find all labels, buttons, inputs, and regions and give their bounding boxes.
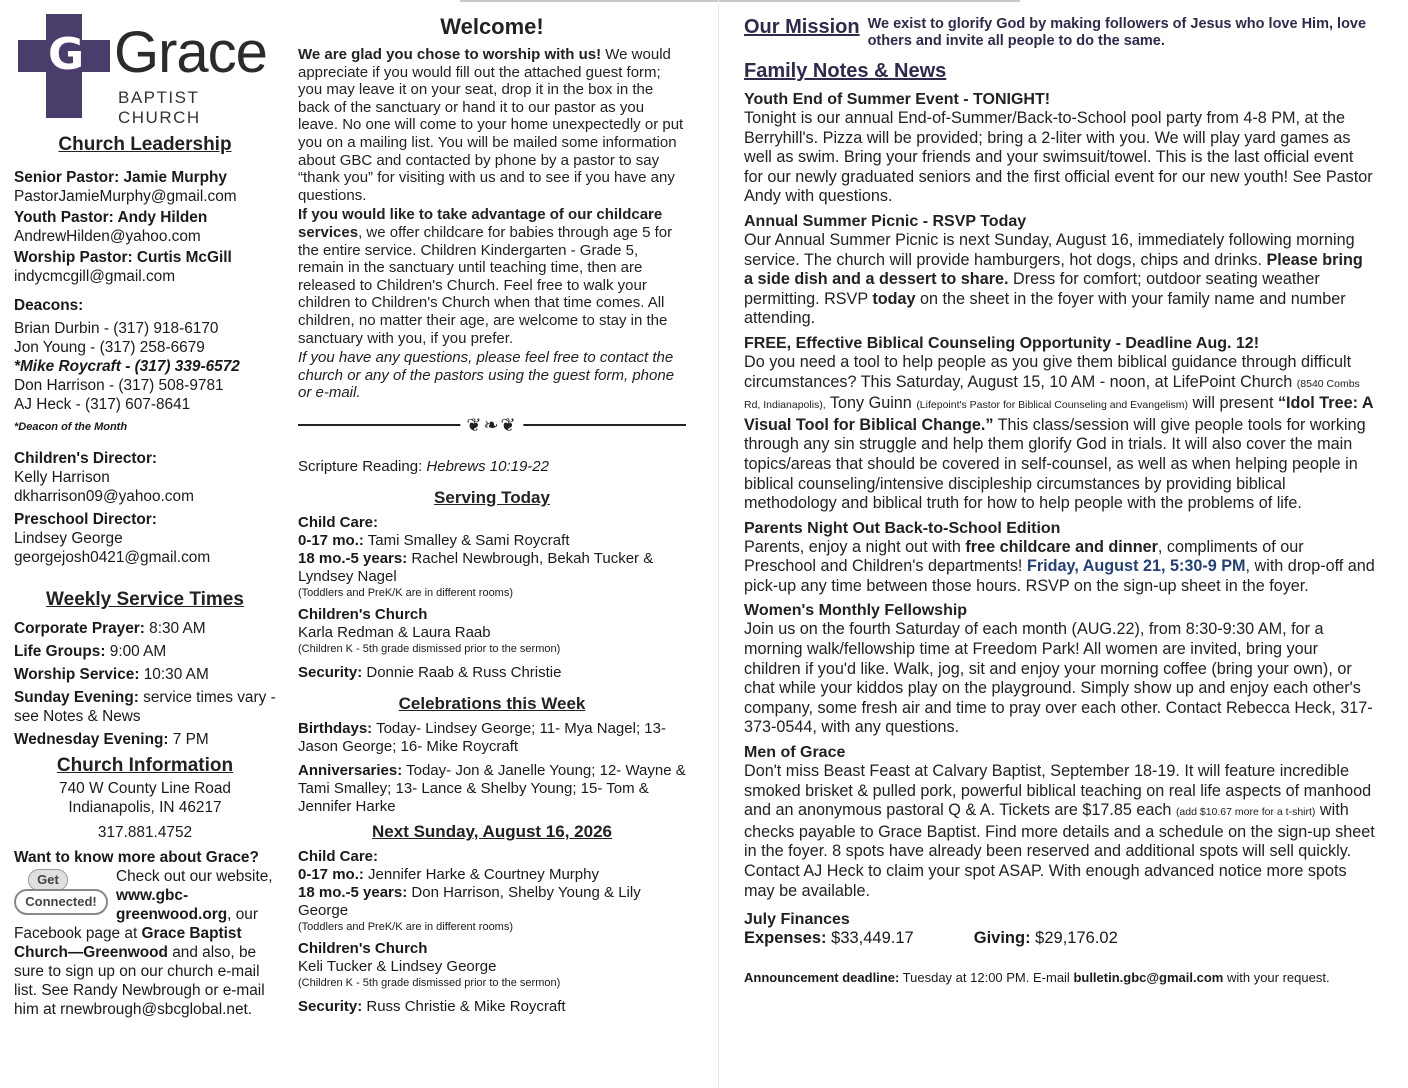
staff-email[interactable]: indycmcgill@gmail.com — [14, 268, 176, 285]
flourish-icon: ❦❧❦ — [460, 414, 523, 436]
deacon-item: Brian Durbin - (317) 918-6170 — [14, 320, 219, 337]
serving-security: Security: Donnie Raab & Russ Christie — [298, 663, 562, 681]
church-address: 740 W County Line Road Indianapolis, IN 46217 317.881.4752 — [14, 779, 276, 842]
director-email[interactable]: dkharrison09@yahoo.com — [14, 488, 194, 505]
childrens-director: Children's Director: Kelly Harrison dkharrison09@yahoo.com — [14, 449, 276, 506]
want-more-heading: Want to know more about Grace? — [14, 849, 259, 866]
deacon-note: *Deacon of the Month — [14, 421, 128, 433]
giving: Giving: $29,176.02 — [973, 929, 1118, 948]
deacon-item: AJ Heck - (317) 607-8641 — [14, 396, 191, 413]
news-men: Men of Grace Don't miss Beast Feast at Calvary Baptist, September 18-19. It will feature incredible smoked brisket & pulled pork, powerful biblical teaching on real life aspects of manhood and an anonymous pastoral Q & A. Tickets are $17.85 each (add $10.67 more for a t-shirt) with checks payable to Grace Baptist. Find more details and a schedule on the sign-up sheet in the foyer. 8 spots have already been reserved and additional spots will sell quickly. Contact AJ Heck to claim your spot ASAP. With enough advanced notice more spots may be available. — [744, 744, 1375, 900]
finances: July Finances Expenses: $33,449.17 Giving: $29,176.02 — [744, 911, 1118, 948]
news-youth: Youth End of Summer Event - TONIGHT! Tonight is our annual End-of-Summer/Back-to-School pool party from 4-8 PM, at the Berryhill's. Pizza will be provided; bring a 2-liter with you. We will play yard games as well as swim. Bring your friends and your swimsuit/towel. This is the last official event for our newly graduated seniors and the first official event for our new youth! See Pastor Andy with questions. — [744, 91, 1373, 206]
news-womens: Women's Monthly Fellowship Join us on the fourth Saturday of each month (AUG.22), from 8:30-9:30 AM, for a morning walk/fellowship time at Freedom Park! All women are invited, bring your children if you'd like. Walk, jog, sit and enjoy your morning coffee (bring your own), or chat while your kiddos play on the playground. Simply show up and enjoy each other's company, some fresh air and time to pray over each other. Contact Rebecca Heck, 317-373-0544, with any questions. — [744, 602, 1373, 737]
birthdays: Birthdays: Today- Lindsey George; 11- Mya Nagel; 13- Jason George; 16- Mike Roycraft — [298, 719, 666, 755]
announcement-deadline: Announcement deadline: Tuesday at 12:00 PM. E-mail bulletin.gbc@gmail.com with your request. — [744, 970, 1330, 986]
staff-email[interactable]: AndrewHilden@yahoo.com — [14, 228, 201, 245]
next-sunday-heading: Next Sunday, August 16, 2026 — [372, 821, 612, 841]
deacon-item-highlight: *Mike Roycraft - (317) 339-6572 — [14, 358, 240, 375]
want-more-block: Want to know more about Grace? Get Connected! Check out our website, www.gbc-greenwood.org, our Facebook page at Grace Baptist Church—Greenwood and also, be sure to sign up on our church e-mail list. See Randy Newbrough or e-mail him at rnewbrough@sbcglobal.net. — [14, 848, 276, 1019]
deacon-item: Don Harrison - (317) 508-9781 — [14, 377, 224, 394]
celebrations-heading: Celebrations this Week — [398, 693, 586, 713]
cross-icon: G — [18, 14, 110, 118]
mission-title: Our Mission — [744, 16, 860, 38]
staff-list — [14, 168, 276, 286]
serving-today-heading: Serving Today — [434, 487, 550, 507]
fold-line — [718, 0, 719, 1088]
church-info-heading: Church Information — [56, 755, 234, 776]
next-childcare: Child Care: 0-17 mo.: Jennifer Harke & Courtney Murphy 18 mo.-5 years: Don Harrison, Shelby Young & Lily George (Toddlers and PreK/K are in different rooms) — [298, 847, 641, 933]
anniversaries: Anniversaries: Today- Jon & Janelle Young; 12- Wayne & Tami Smalley; 13- Lance & Shelby Young; 15- Tom & Jennifer Harke — [298, 761, 686, 815]
service-time-row: Life Groups: 9:00 AM — [14, 643, 167, 660]
logo-subtitle: BAPTIST CHURCH — [118, 88, 201, 127]
leadership-heading: Church Leadership — [58, 134, 232, 155]
website-link[interactable]: www.gbc-greenwood.org — [116, 887, 228, 923]
news-picnic: Annual Summer Picnic - RSVP Today Our Annual Summer Picnic is next Sunday, August 16, immediately following morning service. The church will provide hamburgers, hot dogs, chips and drinks. Please bring a side dish and a dessert to share. Dress for comfort; outdoor seating weather permitting. RSVP today on the sheet in the foyer with your family name and number attending. — [744, 212, 1363, 328]
facebook-link[interactable]: Grace Baptist Church—Greenwood — [14, 925, 242, 961]
event-date: Friday, August 21, 5:30-9 PM — [1026, 557, 1246, 576]
scripture-reading: Scripture Reading: Hebrews 10:19-22 — [298, 457, 549, 475]
director-email[interactable]: georgejosh0421@gmail.com — [14, 549, 211, 566]
mission-block — [744, 16, 1376, 50]
expenses: Expenses: $33,449.17 — [744, 929, 914, 948]
ornamental-divider — [298, 414, 686, 436]
news-parents-night: Parents Night Out Back-to-School Edition Parents, enjoy a night out with free childcare and dinner, compliments of our Preschool and Children's departments! Friday, August 21, 5:30-9 PM, with drop-off and pick-up any time between those hours. RSVP on the sign-up sheet in the foyer. — [744, 519, 1375, 595]
get-connected-badge: Get Connected! — [14, 869, 110, 919]
service-time-row: Worship Service: 10:30 AM — [14, 666, 209, 683]
deacons-section: Deacons: Brian Durbin - (317) 918-6170 Jon Young - (317) 258-6679 *Mike Roycraft - (317) 339-6572 Don Harrison - (317) 508-9781 AJ Heck - (317) 607-8641 *Deacon of the Month — [14, 296, 276, 437]
staff-email[interactable]: PastorJamieMurphy@gmail.com — [14, 188, 237, 205]
family-notes-heading: Family Notes & News — [744, 60, 947, 82]
service-time-row: Sunday Evening: service times vary - see Notes & News — [14, 689, 276, 725]
deacon-item: Jon Young - (317) 258-6679 — [14, 339, 205, 356]
service-time-row: Corporate Prayer: 8:30 AM — [14, 620, 206, 637]
church-logo — [14, 0, 276, 127]
serving-childcare: Child Care: 0-17 mo.: Tami Smalley & Sami Roycraft 18 mo.-5 years: Rachel Newbrough, Bekah Tucker & Lyndsey Nagel (Toddlers and PreK/K are in different rooms) — [298, 513, 654, 599]
welcome-text: We are glad you chose to worship with us! We would appreciate if you would fill out the attached guest form; you may leave it on your seat, drop it in the box in the back of the sanctuary or hand it to our pastor as you leave. No one will come to your home unexpectedly or put you on a mailing list. You will be mailed some information about GBC and contacted by phone by a pastor to say “thank you” for visiting with us and to see if you have any questions. If you would like to take advantage of our childcare services, we offer childcare for babies through age 5 for the entire service. Children Kindergarten - Grade 5, remain in the sanctuary until teaching time, then are released to Children's Church. Feel free to walk your children to Children's Church when that time comes. All children, no matter their age, are welcome to stay in the sanctuary with you, if you prefer. If you have any questions, please feel free to contact the church or any of the pastors using the guest form, phone or e-mail. — [298, 46, 684, 402]
staff-senior: Senior Pastor: Jamie Murphy PastorJamieMurphy@gmail.com — [14, 168, 276, 206]
bulletin-email[interactable]: bulletin.gbc@gmail.com — [1073, 970, 1224, 986]
preschool-director: Preschool Director: Lindsey George georgejosh0421@gmail.com — [14, 510, 276, 567]
welcome-title: Welcome! — [440, 14, 544, 39]
service-times-list — [14, 619, 276, 749]
next-security: Security: Russ Christie & Mike Roycraft — [298, 997, 566, 1015]
staff-youth: Youth Pastor: Andy Hilden AndrewHilden@yahoo.com — [14, 208, 276, 246]
left-column — [14, 0, 276, 1019]
service-times-heading: Weekly Service Times — [46, 589, 244, 610]
service-time-row: Wednesday Evening: 7 PM — [14, 731, 209, 748]
next-childrens-church: Children's Church Keli Tucker & Lindsey George (Children K - 5th grade dismissed prior to the sermon) — [298, 939, 561, 989]
middle-column — [298, 0, 686, 1016]
serving-childrens-church: Children's Church Karla Redman & Laura Raab (Children K - 5th grade dismissed prior to the sermon) — [298, 605, 561, 655]
staff-worship: Worship Pastor: Curtis McGill indycmcgill@gmail.com — [14, 248, 276, 286]
logo-name: Grace — [114, 20, 267, 85]
right-column — [744, 0, 1376, 985]
mission-text: We exist to glorify God by making followers of Jesus who love Him, love others and invite all people to do the same. — [867, 16, 1367, 49]
church-phone[interactable]: 317.881.4752 — [97, 824, 193, 841]
news-counseling: FREE, Effective Biblical Counseling Opportunity - Deadline Aug. 12! Do you need a tool to help people as you give them biblical guidance through difficult circumstances? This Saturday, August 15, 10 AM - noon, at LifePoint Church (8540 Combs Rd, Indianapolis), Tony Guinn (Lifepoint's Pastor for Biblical Counseling and Evangelism) will present “Idol Tree: A Visual Tool for Biblical Change.” This class/session will give people tools for working through any sin struggle and help them glorify God in trials. It will also cover the main topics/areas that should be covered in self-counsel, as well as when helping people in biblical counseling/intensive discipleship circumstances by providing biblical methodology and biblical truth for how to help people with the problems of life. — [744, 334, 1373, 513]
